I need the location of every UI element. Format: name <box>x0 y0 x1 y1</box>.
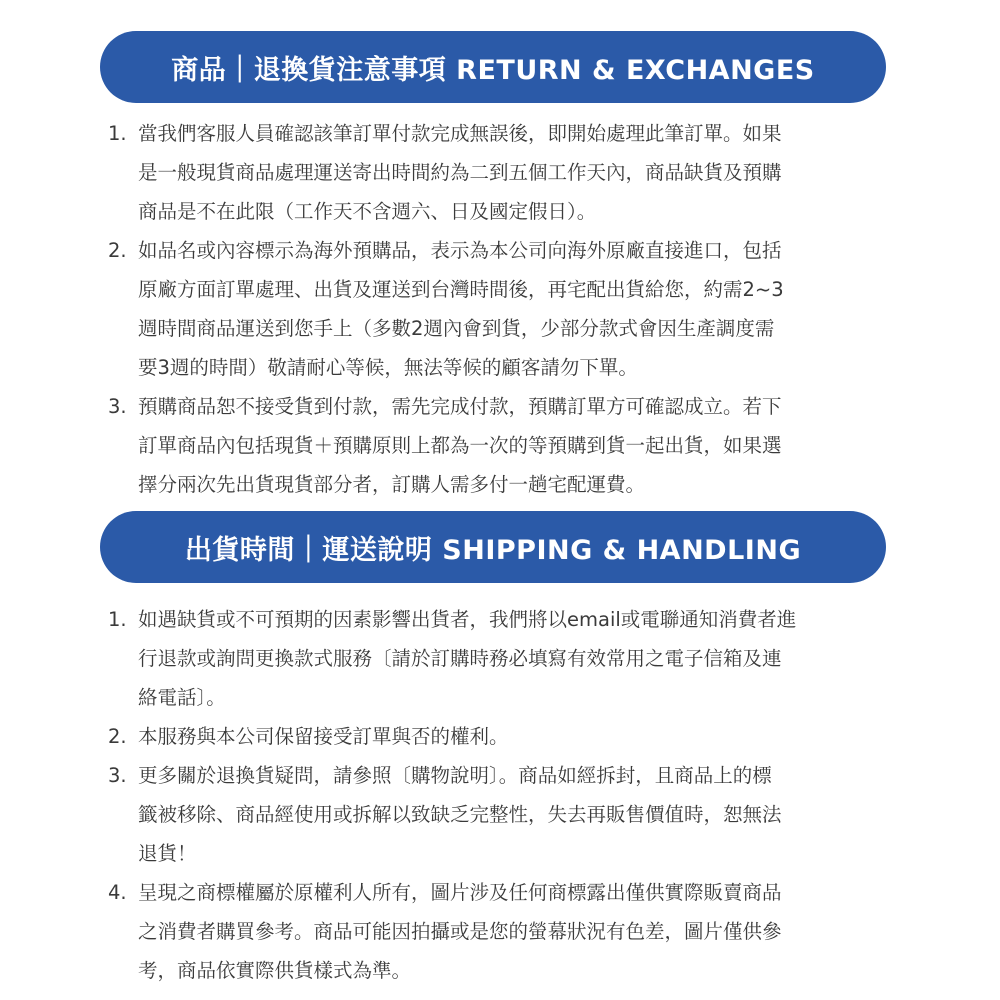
list-item-text-line: 週時間商品運送到您手上（多數2週內會到貨，少部分款式會因生產調度需 <box>138 317 775 340</box>
list-item-text-line: 是一般現貨商品處理運送寄出時間約為二到五個工作天內，商品缺貨及預購 <box>138 161 782 184</box>
list-item <box>108 600 898 717</box>
returns-notice-list <box>108 114 898 504</box>
list-item-text-line: 原廠方面訂單處理、出貨及運送到台灣時間後，再宅配出貨給您，約需2~3 <box>138 278 784 301</box>
list-item-text-line: 擇分兩次先出貨現貨部分者，訂購人需多付一趟宅配運費。 <box>138 473 646 496</box>
list-item-number: 2. <box>108 239 127 262</box>
list-item-text-line: 要3週的時間）敬請耐心等候，無法等候的顧客請勿下單。 <box>138 356 638 379</box>
list-item-text-line: 退貨！ <box>138 842 197 865</box>
list-item-text-line: 籤被移除、商品經使用或拆解以致缺乏完整性，失去再販售價值時，恕無法 <box>138 803 782 826</box>
list-item <box>108 387 898 504</box>
list-item-number: 3. <box>108 395 127 418</box>
list-item-text-line: 商品是不在此限（工作天不含週六、日及國定假日）。 <box>138 200 597 223</box>
list-item <box>108 231 898 387</box>
shipping-section-title: 出貨時間｜運送說明 SHIPPING & HANDLING <box>100 511 886 583</box>
list-item-text-line: 考，商品依實際供貨樣式為準。 <box>138 959 412 982</box>
list-item-number: 4. <box>108 881 127 904</box>
list-item-text-line: 行退款或詢問更換款式服務〔請於訂購時務必填寫有效常用之電子信箱及連 <box>138 647 782 670</box>
list-item <box>108 717 898 756</box>
list-item-text-line: 如品名或內容標示為海外預購品，表示為本公司向海外原廠直接進口，包括 <box>138 239 782 262</box>
list-item-number: 3. <box>108 764 127 787</box>
returns-section-title: 商品｜退換貨注意事項 RETURN & EXCHANGES <box>100 31 886 103</box>
list-item <box>108 873 898 990</box>
list-item-text-line: 預購商品恕不接受貨到付款，需先完成付款，預購訂單方可確認成立。若下 <box>138 395 782 418</box>
list-item-number: 2. <box>108 725 127 748</box>
list-item-number: 1. <box>108 608 127 631</box>
list-item <box>108 756 898 873</box>
list-item-text-line: 當我們客服人員確認該筆訂單付款完成無誤後，即開始處理此筆訂單。如果 <box>138 122 782 145</box>
shipping-notice-list <box>108 600 898 990</box>
list-item <box>108 114 898 231</box>
list-item-text-line: 更多關於退換貨疑問，請參照〔購物說明〕。商品如經拆封，且商品上的標 <box>138 764 772 787</box>
list-item-text-line: 如遇缺貨或不可預期的因素影響出貨者，我們將以email或電聯通知消費者進 <box>138 608 797 631</box>
list-item-text-line: 呈現之商標權屬於原權利人所有，圖片涉及任何商標露出僅供實際販賣商品 <box>138 881 782 904</box>
list-item-text-line: 絡電話〕。 <box>138 686 226 709</box>
list-item-text-line: 訂單商品內包括現貨＋預購原則上都為一次的等預購到貨一起出貨，如果選 <box>138 434 782 457</box>
list-item-number: 1. <box>108 122 127 145</box>
list-item-text-line: 之消費者購買參考。商品可能因拍攝或是您的螢幕狀況有色差，圖片僅供參 <box>138 920 782 943</box>
list-item-text-line: 本服務與本公司保留接受訂單與否的權利。 <box>138 725 509 748</box>
